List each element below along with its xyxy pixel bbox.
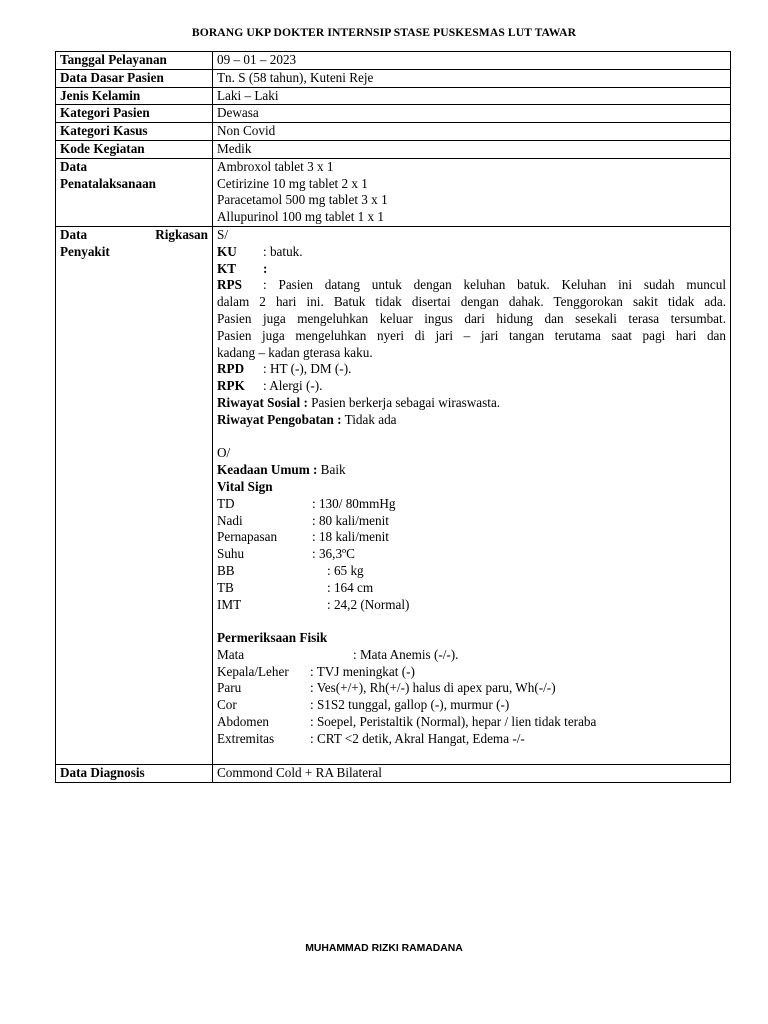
pemeriksaan-fisik-heading: Permeriksaan Fisik xyxy=(217,630,328,646)
vital-value: : 164 cm xyxy=(327,579,374,595)
label-penatalaksanaan xyxy=(56,158,213,226)
label-penatalaksanaan-line1: Data xyxy=(60,158,88,174)
row-penatalaksanaan xyxy=(56,158,731,226)
ku-label: KU xyxy=(217,243,237,259)
ku-value: : batuk. xyxy=(263,243,303,259)
ku-line xyxy=(217,244,726,261)
row-jenis-kelamin xyxy=(56,87,731,105)
fisik-key: Extremitas xyxy=(217,730,275,746)
rps-label: RPS xyxy=(217,277,242,293)
label-tanggal: Tanggal Pelayanan xyxy=(56,52,213,70)
rps-text-line: dalam 2 hari ini. Batuk tidak disertai dengan dahak. Tenggorokan sakit tidak ada. xyxy=(217,294,726,310)
riwayat-sosial-label: Riwayat Sosial : xyxy=(217,394,308,410)
rpk-line xyxy=(217,378,726,395)
label-penatalaksanaan-line2: Penatalaksanaan xyxy=(60,175,156,191)
vital-value: : 130/ 80mmHg xyxy=(312,495,396,511)
vital-value: : 18 kali/menit xyxy=(312,529,389,545)
vital-key: Nadi xyxy=(217,512,243,528)
rps-text-line: kadang – kadan gterasa kaku. xyxy=(217,344,373,360)
value-diagnosis: Commond Cold + RA Bilateral xyxy=(213,765,731,783)
fisik-key: Cor xyxy=(217,697,237,713)
medication-item: Cetirizine 10 mg tablet 2 x 1 xyxy=(217,175,368,191)
fisik-row xyxy=(217,647,726,664)
value-data-dasar: Tn. S (58 tahun), Kuteni Reje xyxy=(213,69,731,87)
label-kode-kegiatan: Kode Kegiatan xyxy=(56,140,213,158)
vital-sign-heading: Vital Sign xyxy=(217,478,273,494)
rps-text-line: : Pasien datang untuk dengan keluhan batuk. Keluhan ini sudah muncul xyxy=(263,277,726,293)
rpd-label: RPD xyxy=(217,361,245,377)
riwayat-pengobatan-label: Riwayat Pengobatan : xyxy=(217,411,342,427)
riwayat-sosial-value: Pasien berkerja sebagai wiraswasta. xyxy=(311,394,501,410)
label-ringkasan xyxy=(56,226,213,765)
vital-value: : 24,2 (Normal) xyxy=(327,596,410,612)
vital-key: TD xyxy=(217,495,235,511)
keadaan-umum-label: Keadaan Umum : xyxy=(217,462,318,478)
fisik-value: : Soepel, Peristaltik (Normal), hepar / lien tidak teraba xyxy=(310,714,597,730)
fisik-row xyxy=(217,731,726,748)
value-kategori-pasien: Dewasa xyxy=(213,105,731,123)
rpd-value: : HT (-), DM (-). xyxy=(263,361,352,377)
keadaan-umum-line xyxy=(217,462,726,479)
vital-key: Pernapasan xyxy=(217,529,278,545)
vital-key: TB xyxy=(217,579,234,595)
label-ringkasan-line1 xyxy=(60,227,208,244)
spacer xyxy=(217,748,726,765)
row-diagnosis xyxy=(56,765,731,783)
label-jenis-kelamin: Jenis Kelamin xyxy=(56,87,213,105)
fisik-value: : TVJ meningkat (-) xyxy=(310,663,415,679)
fisik-key: Mata xyxy=(217,646,245,662)
vital-key: Suhu xyxy=(217,546,245,562)
row-tanggal xyxy=(56,52,731,70)
rpk-label: RPK xyxy=(217,378,245,394)
row-kategori-pasien xyxy=(56,105,731,123)
value-tanggal: 09 – 01 – 2023 xyxy=(213,52,731,70)
medication-item: Allupurinol 100 mg tablet 1 x 1 xyxy=(217,209,385,225)
riwayat-pengobatan-value: Tidak ada xyxy=(344,411,397,427)
fisik-key: Kepala/Leher xyxy=(217,663,289,679)
fisik-value: : Mata Anemis (-/-). xyxy=(353,646,459,662)
vital-row xyxy=(217,513,726,530)
spacer xyxy=(217,613,726,630)
row-kode-kegiatan xyxy=(56,140,731,158)
form-table xyxy=(55,51,731,783)
vital-row xyxy=(217,580,726,597)
subjective-heading: S/ xyxy=(217,226,228,242)
label-kategori-kasus: Kategori Kasus xyxy=(56,123,213,141)
vital-key: BB xyxy=(217,562,235,578)
value-penatalaksanaan xyxy=(213,158,731,226)
label-data-dasar: Data Dasar Pasien xyxy=(56,69,213,87)
vital-key: IMT xyxy=(217,596,242,612)
value-jenis-kelamin: Laki – Laki xyxy=(213,87,731,105)
fisik-row xyxy=(217,680,726,697)
kt-value: : xyxy=(263,260,268,276)
row-kategori-kasus xyxy=(56,123,731,141)
rps-text-line: Pasien juga mengeluhkan keluar ingus dari hidung dan sesekali terasa tersumbat. xyxy=(217,310,726,326)
objective-heading: O/ xyxy=(217,445,231,461)
row-data-dasar xyxy=(56,69,731,87)
fisik-key: Abdomen xyxy=(217,714,270,730)
medication-item: Paracetamol 500 mg tablet 3 x 1 xyxy=(217,192,388,208)
value-kode-kegiatan: Medik xyxy=(213,140,731,158)
vital-value: : 36,3ºC xyxy=(312,546,355,562)
vital-row xyxy=(217,546,726,563)
fisik-value: : S1S2 tunggal, gallop (-), murmur (-) xyxy=(310,697,510,713)
medication-item: Ambroxol tablet 3 x 1 xyxy=(217,158,334,174)
rpk-value: : Alergi (-). xyxy=(263,378,323,394)
fisik-key: Paru xyxy=(217,680,242,696)
label-diagnosis: Data Diagnosis xyxy=(56,765,213,783)
spacer xyxy=(217,429,726,446)
label-ringkasan-line2: Penyakit xyxy=(60,243,110,259)
kt-line xyxy=(217,261,726,278)
vital-value: : 65 kg xyxy=(327,562,364,578)
fisik-row xyxy=(217,697,726,714)
label-ringkasan-word2: Rigkasan xyxy=(155,226,208,242)
keadaan-umum-value: Baik xyxy=(320,462,346,478)
riwayat-sosial-line xyxy=(217,395,726,412)
rpd-line xyxy=(217,361,726,378)
vital-row xyxy=(217,529,726,546)
kt-label: KT xyxy=(217,260,237,276)
fisik-value: : Ves(+/+), Rh(+/-) halus di apex paru, Wh(-/-) xyxy=(310,680,556,696)
label-kategori-pasien: Kategori Pasien xyxy=(56,105,213,123)
document-title: BORANG UKP DOKTER INTERNSIP STASE PUSKESMAS LUT TAWAR xyxy=(191,26,577,39)
label-ringkasan-word1: Data xyxy=(60,226,88,242)
value-ringkasan xyxy=(213,226,731,765)
riwayat-pengobatan-line xyxy=(217,412,726,429)
vital-row xyxy=(217,496,726,513)
vital-row xyxy=(217,597,726,614)
fisik-row xyxy=(217,664,726,681)
signature-name: MUHAMMAD RIZKI RAMADANA xyxy=(305,943,463,954)
row-ringkasan xyxy=(56,226,731,765)
rps-text-line: Pasien juga mengeluhkan nyeri di jari – jari tangan terutama saat pagi hari dan xyxy=(217,327,726,343)
fisik-value: : CRT <2 detik, Akral Hangat, Edema -/- xyxy=(310,730,525,746)
vital-value: : 80 kali/menit xyxy=(312,512,389,528)
rps-line xyxy=(217,277,726,294)
fisik-row xyxy=(217,714,726,731)
value-kategori-kasus: Non Covid xyxy=(213,123,731,141)
vital-row xyxy=(217,563,726,580)
